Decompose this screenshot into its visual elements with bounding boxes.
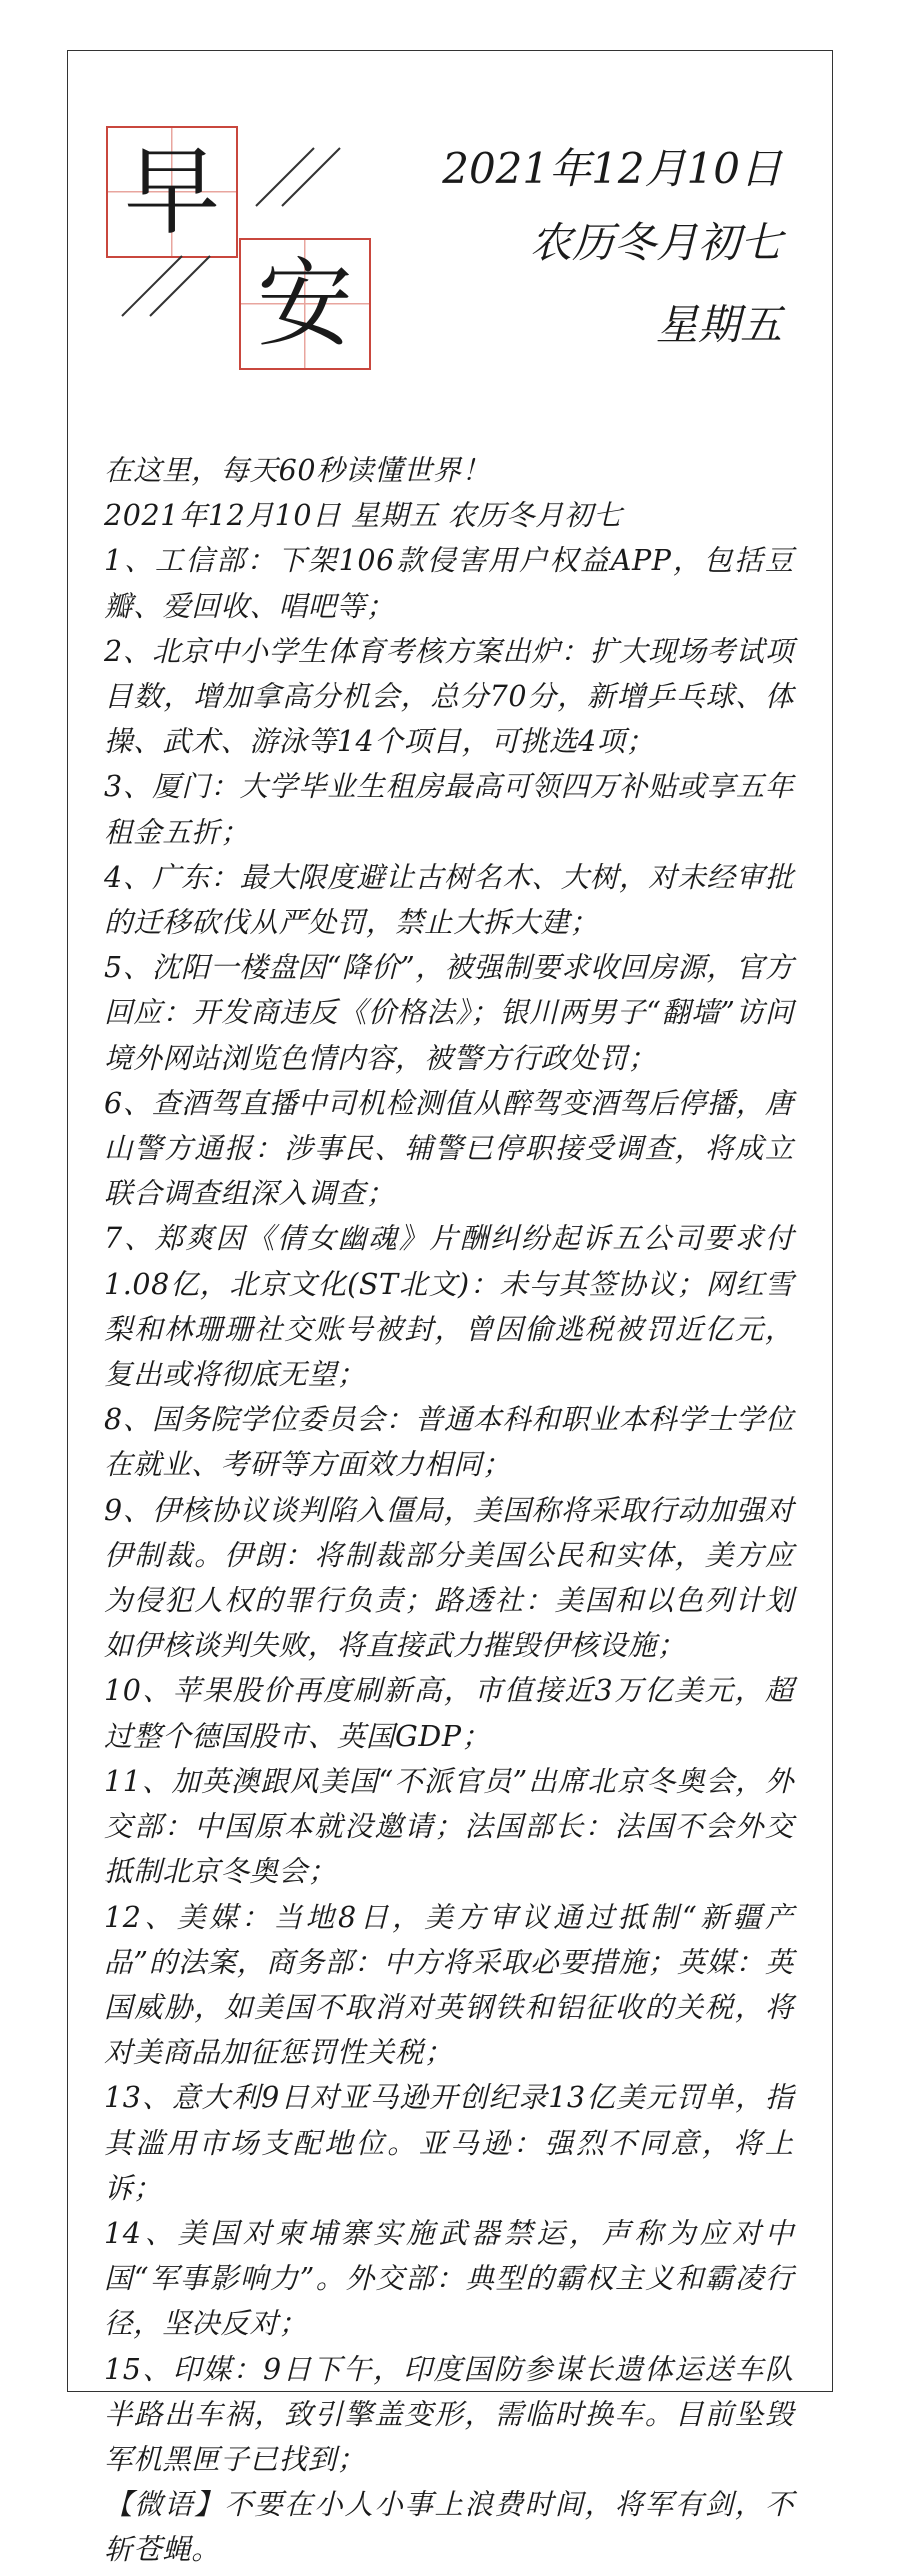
daily-quote: 【微语】不要在小人小事上浪费时间，将军有剑，不斩苍蝇。 xyxy=(104,2488,794,2567)
header xyxy=(0,0,900,420)
slash-top-1 xyxy=(256,148,314,206)
news-item: 12、美媒：当地8日，美方审议通过抵制“新疆产品”的法案，商务部：中方将采取必要措施；英媒：英国威胁，如美国不取消对英钢铁和铝征收的关税，将对美商品加征惩罚性关税； xyxy=(104,1900,794,2070)
news-item: 15、印媒：9日下午，印度国防参谋长遗体运送车队半路出车祸，致引擎盖变形，需临时换车。目前坠毁军机黑匣子已找到； xyxy=(104,2352,794,2476)
lunar-date: 农历冬月初七 xyxy=(529,218,782,267)
news-item: 10、苹果股价再度刷新高，市值接近3万亿美元，超过整个德国股市、英国GDP； xyxy=(104,1674,794,1753)
news-item: 3、厦门：大学毕业生租房最高可领四万补贴或享五年租金五折； xyxy=(104,770,794,849)
news-item: 2、北京中小学生体育考核方案出炉：扩大现场考试项目数，增加拿高分机会，总分70分，新增乒乓球、体操、武术、游泳等14个项目，可挑选4项； xyxy=(104,634,794,759)
char-an: 安 xyxy=(257,248,353,360)
gregorian-date: 2021年12月10日 xyxy=(442,144,782,193)
dateline: 2021年12月10日 星期五 农历冬月初七 xyxy=(104,499,623,533)
news-item: 13、意大利9日对亚马逊开创纪录13亿美元罚单，指其滥用市场支配地位。亚马逊：强烈不同意，将上诉； xyxy=(104,2081,794,2205)
slash-top-2 xyxy=(282,148,340,206)
news-body xyxy=(104,448,794,2573)
char-zao: 早 xyxy=(124,136,220,248)
slash-bottom-2 xyxy=(150,256,210,316)
news-item: 14、美国对柬埔寨实施武器禁运，声称为应对中国“军事影响力”。外交部：典型的霸权主义和霸凌行径，坚决反对； xyxy=(104,2216,794,2341)
news-item: 4、广东：最大限度避让古树名木、大树，对未经审批的迁移砍伐从严处罚，禁止大拆大建； xyxy=(104,860,794,940)
news-item: 8、国务院学位委员会：普通本科和职业本科学士学位在就业、考研等方面效力相同； xyxy=(104,1403,794,1482)
slash-bottom-1 xyxy=(122,256,182,316)
news-item: 1、工信部：下架106款侵害用户权益APP，包括豆瓣、爱回收、唱吧等； xyxy=(104,544,794,623)
news-item: 5、沈阳一楼盘因“降价”，被强制要求收回房源，官方回应：开发商违反《价格法》；银川两男子“翻墙”访问境外网站浏览色情内容，被警方行政处罚； xyxy=(104,951,794,1075)
news-item: 6、查酒驾直播中司机检测值从醉驾变酒驾后停播，唐山警方通报：涉事民、辅警已停职接受调查，将成立联合调查组深入调查； xyxy=(104,1086,794,1211)
intro-line: 在这里，每天60秒读懂世界！ xyxy=(104,454,491,487)
news-item: 7、郑爽因《倩女幽魂》片酬纠纷起诉五公司要求付1.08亿，北京文化(ST北文)：未与其签协议；网红雪梨和林珊珊社交账号被封，曾因偷逃税被罚近亿元，复出或将彻底无望； xyxy=(104,1222,794,1392)
news-item: 11、加英澳跟风美国“不派官员”出席北京冬奥会，外交部：中国原本就没邀请；法国部长：法国不会外交抵制北京冬奥会； xyxy=(104,1764,794,1889)
weekday: 星期五 xyxy=(655,300,782,349)
news-item: 9、伊核协议谈判陷入僵局，美国称将采取行动加强对伊制裁。伊朗：将制裁部分美国公民和实体，美方应为侵犯人权的罪行负责；路透社：美国和以色列计划如伊核谈判失败，将直接武力摧毁伊核设施； xyxy=(104,1493,794,1663)
